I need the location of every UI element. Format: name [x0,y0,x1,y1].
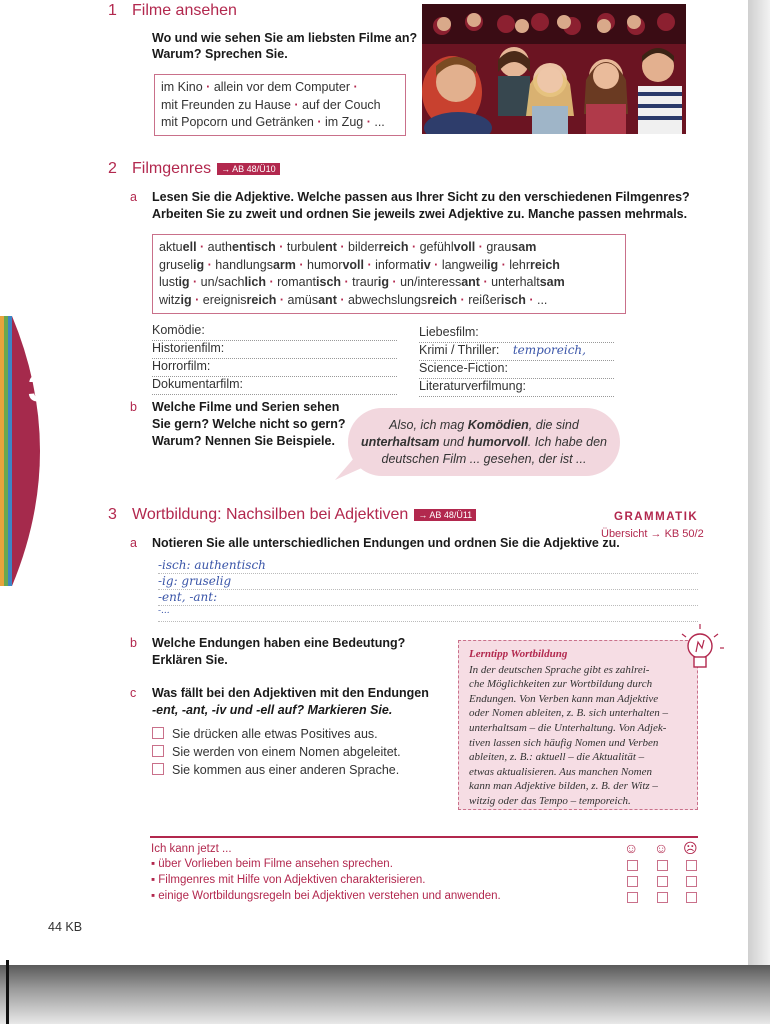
option-label: Sie drücken alle etwas Positives aus. [172,727,378,741]
adjective-word: abwechslungsreich [347,292,458,307]
task-letter: c [130,686,137,700]
bubble-bold: humorvoll [467,435,528,449]
box-phrase: auf der Couch [302,97,381,112]
lerntipp-line: kann man Adjektive bilden, z. B. der Witz – [469,780,658,793]
adjective-word: ... [536,292,548,307]
bubble-text: und [439,435,468,449]
lerntipp-line: tiven lassen sich häufig Nomen und Verben [469,736,659,749]
section3a-text: Notieren Sie alle unterschiedlichen Endungen und ordnen Sie die Adjektive zu. [152,536,620,550]
assessment-checkbox[interactable] [686,860,697,871]
adjective-word: turbulent [286,240,337,254]
cinema-photo-illustration [422,4,686,134]
chapter-tab [0,316,70,586]
box-phrase: im Zug [325,115,364,129]
separator-dot: · [295,257,308,272]
genre-field [419,343,614,361]
lerntipp-line: Endungen. Von Verben kann man Adjektive [469,692,659,705]
option-row[interactable] [152,763,399,777]
option-label: Sie werden von einem Nomen abgeleitet. [172,745,401,759]
genres-left-column [152,323,397,395]
section3b-line2: Erklären Sie. [152,653,228,667]
section2-title: Filmgenres [132,160,212,177]
genre-field: Literaturverfilmung: [419,379,614,397]
genres-right-column [419,325,614,397]
separator-dot: · [336,240,349,254]
separator-dot: · [430,257,442,272]
page-edge-shadow [748,0,770,1024]
divider [150,836,698,838]
box-phrase: im Kino [161,80,203,94]
adjective-word: lustig [159,275,190,289]
task-letter: a [130,190,137,204]
adjective-word: romantisch [277,275,342,289]
ich-kann-item: ▪ einige Wortbildungsregeln bei Adjektiven verstehen und anwenden. [151,890,501,902]
bubble-text: Also, ich mag [389,418,468,432]
scan-bottom-edge [0,965,770,1024]
option-row[interactable] [152,745,401,759]
lerntipp-text [469,663,687,809]
self-assessment-grid [627,860,707,908]
adjective-word: gefühlvoll [419,240,476,254]
assessment-checkbox[interactable] [686,892,697,903]
sad-face-icon: ☹ [683,840,698,856]
bubble-bold: unterhaltsam [361,435,440,449]
assessment-checkbox[interactable] [627,876,638,887]
ich-kann-item-text: Filmgenres mit Hilfe von Adjektiven charakterisieren. [158,874,426,886]
adjective-word: un/sachlich [200,275,266,289]
section1-question-line2: Warum? Sprechen Sie. [152,47,288,61]
section1-title: Filme ansehen [132,2,237,19]
task-letter: b [130,400,137,414]
assessment-checkbox[interactable] [627,892,638,903]
section3b-line1: Welche Endungen haben eine Bedeutung? [152,636,406,650]
separator-dot: · [498,257,510,272]
happy-face-icon: ☺ [624,840,639,856]
separator-dot: · [266,275,278,289]
workbook-reference: → AB 48/Ü10 [217,163,280,175]
assessment-checkbox[interactable] [657,860,668,871]
lerntipp-line: ableiten, z. B.: aktuell – die Aktualität – [469,751,645,764]
genre-label: Krimi / Thriller: [419,343,500,357]
adjective-word: ereignisreich [202,292,277,307]
assessment-checkbox[interactable] [627,860,638,871]
section3-number: 3 [108,506,117,523]
separator-dot: · [336,292,348,307]
tab-stripe-orange [0,316,4,586]
workbook-reference: → AB 48/Ü11 [414,509,476,521]
section1-number: 1 [108,2,117,19]
section3c-line2: -ent, -ant, -iv und -ell auf? Markieren Sie. [152,703,393,717]
grammatik-label: GRAMMATIK [614,511,699,523]
bubble-bold: Komödien [467,418,529,432]
ich-kann-item-text: über Vorlieben beim Filme ansehen sprechen. [158,858,393,870]
task-letter: b [130,636,137,650]
lerntipp-line: che Möglichkeiten zur Wortbildung durch [469,678,653,691]
lerntipp-title: Lerntipp Wortbildung [469,648,568,660]
separator-dot: · [525,292,537,307]
lightbulb-icon [678,622,726,682]
lerntipp-line: witzig oder das Tempo – temporeich. [469,794,631,807]
tab-stripe-blue [8,316,12,586]
assessment-checkbox[interactable] [657,892,668,903]
box-phrase: mit Freunden zu Hause [161,97,291,112]
section3-heading [132,506,476,524]
section3-title: Wortbildung: Nachsilben bei Adjektiven [132,506,409,523]
separator-dot: · [275,240,287,254]
scan-left-edge [6,960,9,1024]
handwritten-line: -ent, -ant: [158,590,698,606]
adjective-box [152,234,626,314]
adjective-word: lehrreich [509,257,560,272]
checkbox[interactable] [152,727,164,739]
tab-stripe-green [4,316,8,586]
genre-field: Historienfilm: [152,341,397,359]
separator-dot: · [457,292,469,307]
chapter-number: 3 [28,368,50,410]
box-phrase: mit Popcorn und Getränken [161,115,314,129]
handwritten-line: -isch: authentisch [158,558,698,574]
option-label: Sie kommen aus einer anderen Sprache. [172,763,400,777]
lerntipp-line: etwas aktualisieren. Aus manchen Nomen [469,765,653,778]
section2a-line2: Arbeiten Sie zu zweit und ordnen Sie jeweils zwei Adjektive zu. Manche passen mehrmals. [152,207,688,221]
adjective-word: langweilig [441,257,499,272]
genre-field: Horrorfilm: [152,359,397,377]
adjective-word: traurig [352,275,389,289]
bubble-text: , die sind [528,418,579,432]
adjective-word: un/interessant [400,275,480,289]
lerntipp-line: unterhaltsam – die Unterhaltung. Von Adjek- [469,721,667,734]
separator-dot: · [276,292,288,307]
section1-question-line1: Wo und wie sehen Sie am liebsten Filme an? [152,31,418,45]
box-phrase: allein vor dem Computer [213,80,350,94]
adjective-word: unterhaltsam [491,275,565,289]
separator-dot: · [388,275,401,289]
handwritten-endings [158,558,698,622]
task-letter: a [130,536,137,550]
bubble-text: . Ich habe den [527,435,607,449]
genre-field: Komödie: [152,323,397,341]
handwritten-line: -... [158,606,698,622]
lerntipp-line: oder Nomen ableiten, z. B. sich unterhalten – [469,707,668,720]
section2b-line2: Sie gern? Welche nicht so gern? [152,417,346,431]
genre-field: Dokumentarfilm: [152,377,397,395]
ich-kann-item: ▪ über Vorlieben beim Filme ansehen sprechen. [151,858,393,870]
separator-dot: · [189,275,201,289]
lerntipp-box [458,640,698,810]
section3c-line1: Was fällt bei den Adjektiven mit den Endungen [152,686,429,700]
separator-dot: · [196,240,208,254]
book-label: KB [65,920,83,934]
section2b-line1: Welche Filme und Serien sehen [152,400,340,414]
speech-bubble [348,408,620,476]
lerntipp-line: In der deutschen Sprache gibt es zahlrei- [469,663,650,676]
adjective-word: amüsant [287,292,337,307]
ich-kann-title: Ich kann jetzt ... [151,843,232,855]
section2-heading [132,160,280,178]
bubble-text: deutschen Film ... gesehen, der ist ... [381,452,587,466]
separator-dot: · [341,275,353,289]
assessment-checkbox[interactable] [686,876,697,887]
section1-wordbox: im Kino · allein vor dem Computer · mit Freunden zu Hause · auf der Couch mit Popcorn und Getränken · im Zug · ... [154,74,406,136]
page-number: 44 [48,920,62,934]
adjective-word: grausam [486,240,537,254]
cinema-audience-photo [422,4,686,134]
adjective-word: witzig [159,292,192,307]
adjective-word: aktuell [159,240,197,254]
adjective-row [159,292,619,310]
checkbox[interactable] [152,745,164,757]
adjective-word: bilderreich [348,240,409,254]
handwritten-line: -ig: gruselig [158,574,698,590]
neutral-face-icon: ☺ [654,840,669,856]
box-phrase: ... [374,115,385,129]
adjective-row [159,257,619,275]
ich-kann-item-text: einige Wortbildungsregeln bei Adjektiven verstehen und anwenden. [158,890,501,902]
adjective-word: informativ [375,257,431,272]
separator-dot: · [364,257,376,272]
adjective-word: authentisch [207,240,276,254]
adjective-row [159,274,619,292]
assessment-checkbox[interactable] [657,876,668,887]
genre-field: Science-Fiction: [419,361,614,379]
adjective-word: humorvoll [307,257,364,272]
separator-dot: · [479,275,492,289]
separator-dot: · [191,292,203,307]
tab-shape [12,316,40,586]
genre-field: Liebesfilm: [419,325,614,343]
separator-dot: · [475,240,487,254]
separator-dot: · [408,240,420,254]
adjective-word: reißerisch [468,292,526,307]
page-footer [48,920,82,934]
checkbox[interactable] [152,763,164,775]
section2a-line1: Lesen Sie die Adjektive. Welche passen aus Ihrer Sicht zu den verschiedenen Filmgenres? [152,190,690,204]
adjective-word: handlungsarm [215,257,296,272]
adjective-row [159,239,619,257]
handwritten-answer: temporeich, [512,343,586,357]
ich-kann-item: ▪ Filmgenres mit Hilfe von Adjektiven charakterisieren. [151,874,426,886]
separator-dot: · [204,257,216,272]
adjective-word: gruselig [159,257,205,272]
section2-number: 2 [108,160,117,177]
grammar-overview-link[interactable]: Übersicht → KB 50/2 [601,528,704,540]
option-row[interactable] [152,727,378,741]
section2b-line3: Warum? Nennen Sie Beispiele. [152,434,335,448]
